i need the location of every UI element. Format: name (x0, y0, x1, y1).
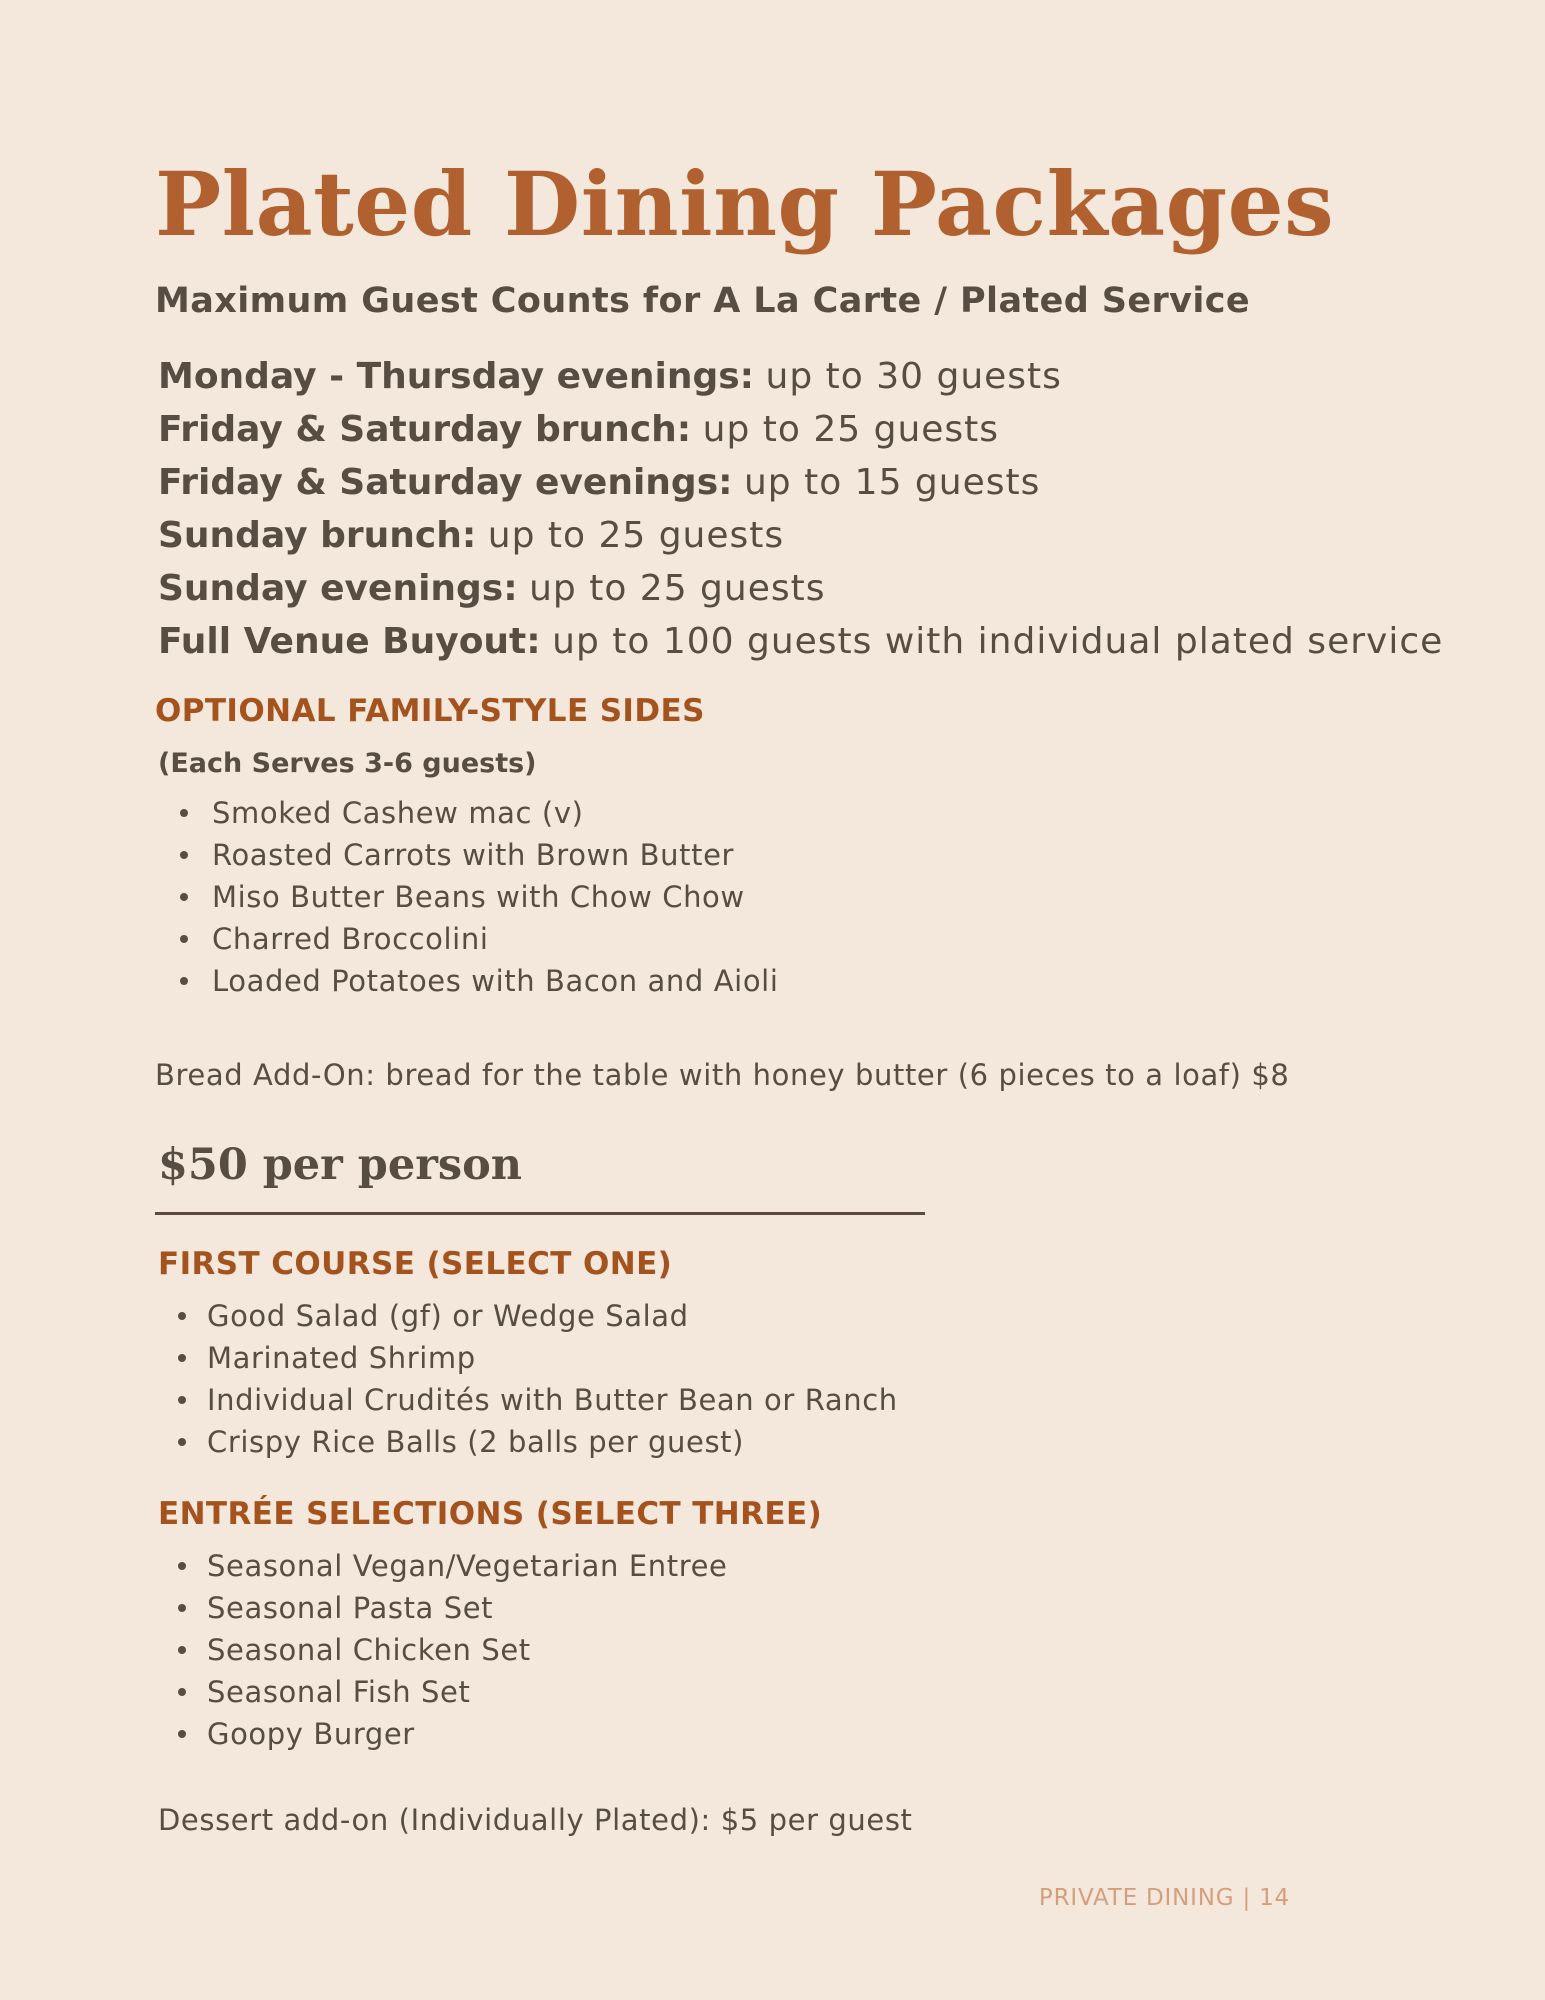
entree-list (158, 1545, 727, 1755)
entree-heading: ENTRÉE SELECTIONS (SELECT THREE) (158, 1496, 823, 1532)
bullet-icon (180, 809, 188, 817)
page-title: Plated Dining Packages (155, 152, 1335, 256)
guest-count-item (158, 350, 1443, 403)
dessert-addon-note: Dessert add-on (Individually Plated): $5 per guest (158, 1803, 913, 1837)
guest-count-label: Friday & Saturday brunch: (158, 409, 692, 450)
list-item: Loaded Potatoes with Bacon and Aioli (160, 960, 778, 1002)
list-item: Miso Butter Beans with Chow Chow (160, 876, 778, 918)
list-item: Seasonal Fish Set (158, 1671, 727, 1713)
list-item: Seasonal Pasta Set (158, 1587, 727, 1629)
list-item: Seasonal Chicken Set (158, 1629, 727, 1671)
list-item: Seasonal Vegan/Vegetarian Entree (158, 1545, 727, 1587)
bullet-icon (180, 851, 188, 859)
bullet-icon (178, 1312, 186, 1320)
guest-count-item (158, 509, 1443, 562)
bullet-icon (180, 935, 188, 943)
guest-count-value: up to 25 guests (487, 515, 785, 556)
list-item: Smoked Cashew mac (v) (160, 792, 778, 834)
bullet-icon (180, 977, 188, 985)
bullet-icon (180, 893, 188, 901)
list-item: Individual Crudités with Butter Bean or Ranch (158, 1379, 898, 1421)
bullet-icon (178, 1396, 186, 1404)
guest-count-item (158, 615, 1443, 668)
guest-count-item (158, 456, 1443, 509)
sides-list (160, 792, 778, 1002)
guest-count-list (158, 350, 1443, 668)
first-course-heading: FIRST COURSE (SELECT ONE) (158, 1246, 673, 1282)
bullet-icon (178, 1646, 186, 1654)
guest-count-value: up to 15 guests (743, 462, 1041, 503)
guest-count-label: Full Venue Buyout: (158, 621, 541, 662)
bullet-icon (178, 1604, 186, 1612)
list-item: Good Salad (gf) or Wedge Salad (158, 1295, 898, 1337)
bullet-icon (178, 1730, 186, 1738)
list-item: Roasted Carrots with Brown Butter (160, 834, 778, 876)
bullet-icon (178, 1438, 186, 1446)
guest-count-value: up to 30 guests (765, 356, 1062, 397)
sides-serving-note: (Each Serves 3-6 guests) (158, 748, 537, 779)
guest-count-label: Monday - Thursday evenings: (158, 356, 755, 397)
guest-count-label: Sunday evenings: (158, 568, 518, 609)
list-item: Crispy Rice Balls (2 balls per guest) (158, 1421, 898, 1463)
package-price: $50 per person (158, 1140, 523, 1190)
bullet-icon (178, 1562, 186, 1570)
guest-count-item (158, 562, 1443, 615)
list-item: Marinated Shrimp (158, 1337, 898, 1379)
guest-count-value: up to 25 guests (529, 568, 826, 609)
guest-count-label: Sunday brunch: (158, 515, 477, 556)
page-footer: PRIVATE DINING | 14 (1038, 1885, 1290, 1911)
bullet-icon (178, 1354, 186, 1362)
guest-count-subtitle: Maximum Guest Counts for A La Carte / Plated Service (155, 281, 1251, 321)
price-divider (155, 1212, 925, 1215)
sides-heading: OPTIONAL FAMILY-STYLE SIDES (155, 693, 705, 729)
list-item: Goopy Burger (158, 1713, 727, 1755)
list-item: Charred Broccolini (160, 918, 778, 960)
first-course-list (158, 1295, 898, 1463)
guest-count-value: up to 25 guests (702, 409, 1000, 450)
guest-count-label: Friday & Saturday evenings: (158, 462, 733, 503)
guest-count-value: up to 100 guests with individual plated service (552, 621, 1444, 662)
bread-addon-note: Bread Add-On: bread for the table with honey butter (6 pieces to a loaf) $8 (155, 1058, 1290, 1092)
guest-count-item (158, 403, 1443, 456)
bullet-icon (178, 1688, 186, 1696)
